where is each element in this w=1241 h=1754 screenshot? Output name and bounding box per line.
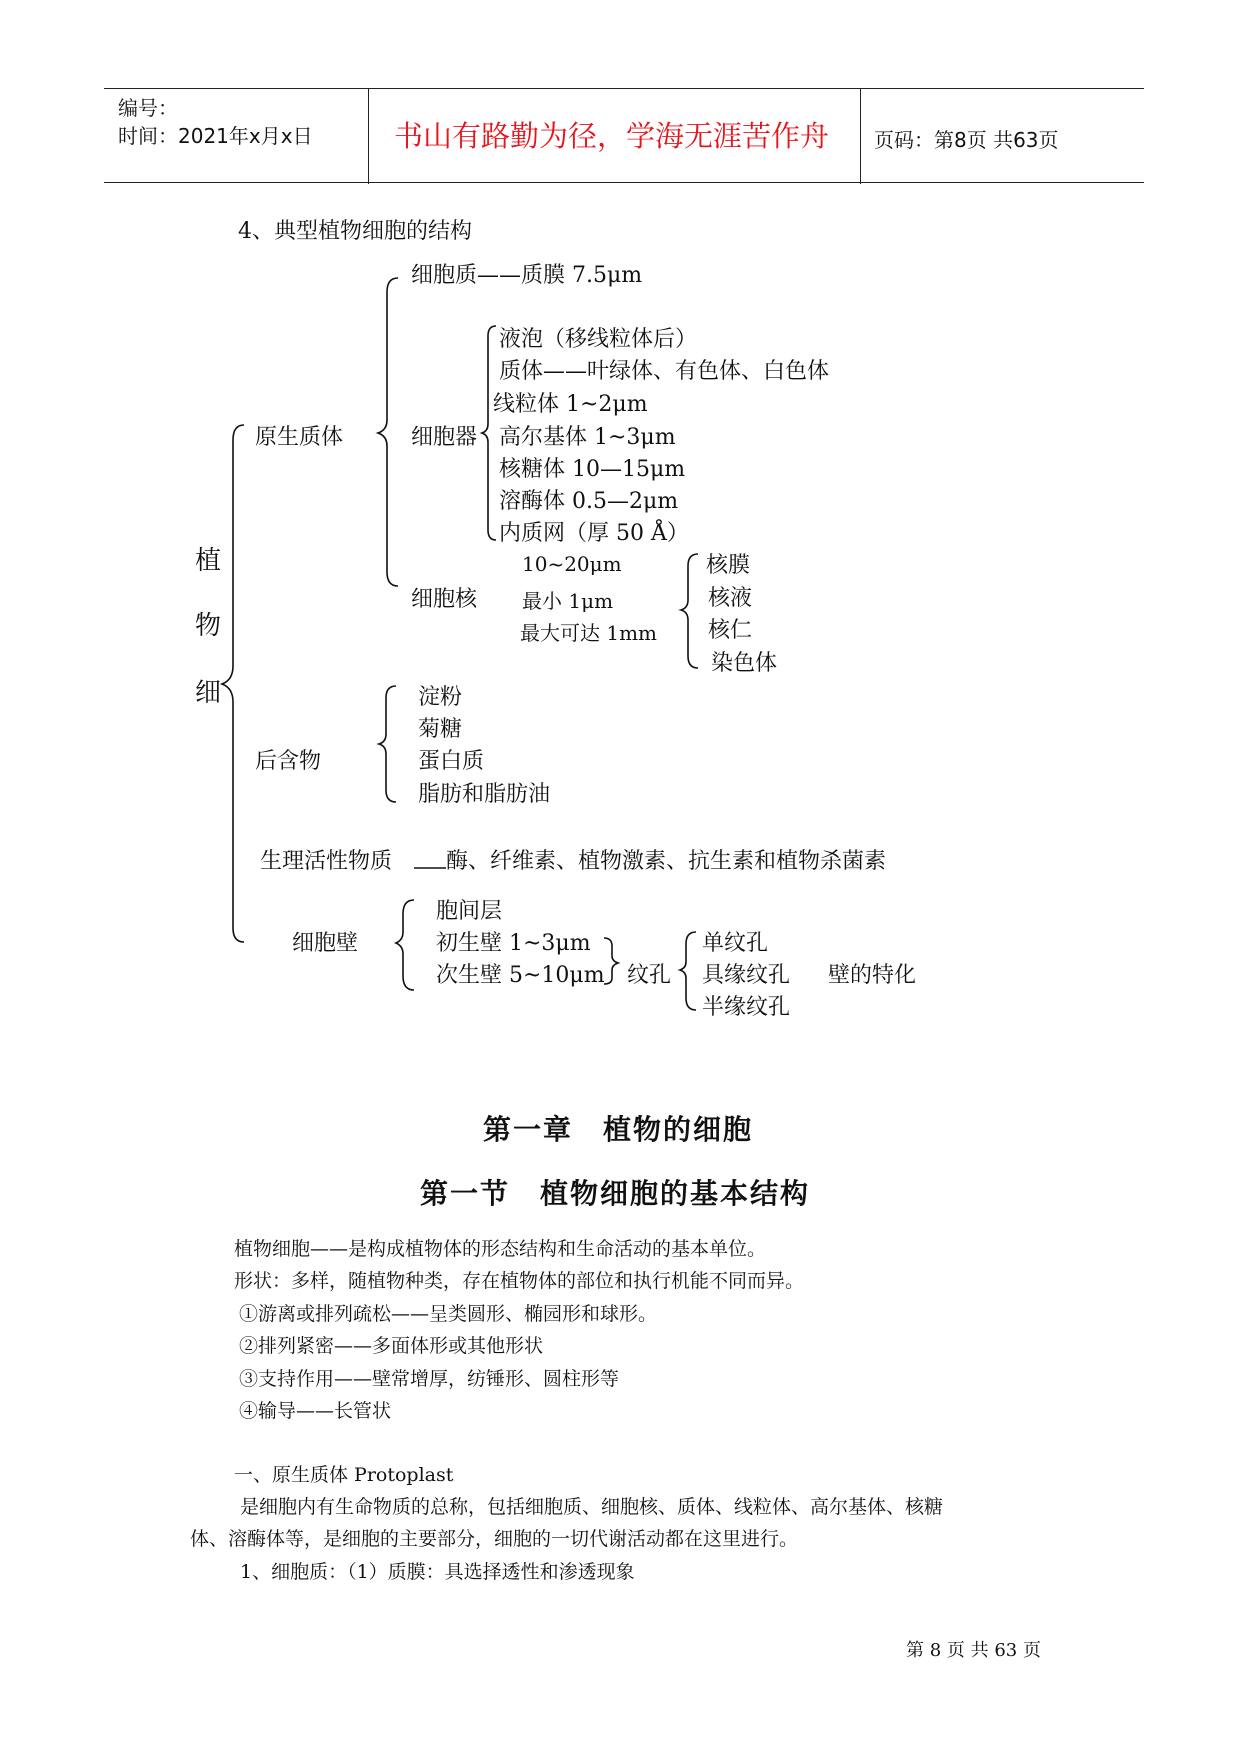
protoplast-label: 原生质体 xyxy=(255,425,344,450)
organelle-item: 溶酶体 0.5—2μm xyxy=(499,489,679,514)
nucleus-part: 染色体 xyxy=(711,651,778,676)
nucleus-part: 核液 xyxy=(708,586,753,611)
pit-type: 单纹孔 xyxy=(702,931,769,956)
shape-item: ②排列紧密——多面体形或其他形状 xyxy=(239,1335,544,1357)
header-page: 页码：第8页 共63页 xyxy=(874,128,1059,152)
organelle-item: 内质网（厚 50 Å） xyxy=(499,521,689,546)
section-title: 第一节 植物细胞的基本结构 xyxy=(420,1177,811,1210)
active-substances-items: 酶、纤维素、植物激素、抗生素和植物杀菌素 xyxy=(446,849,887,874)
wall-layer: 胞间层 xyxy=(436,899,503,924)
shape-item: ③支持作用——壁常增厚，纺锤形、圆柱形等 xyxy=(239,1368,620,1390)
nucleus-size: 最大可达 1mm xyxy=(520,621,658,645)
nucleus-label: 细胞核 xyxy=(411,587,478,612)
root-char-1: 植 xyxy=(195,546,222,576)
wall-brace xyxy=(396,900,414,990)
root-char-2: 物 xyxy=(195,611,222,641)
cell-wall-label: 细胞壁 xyxy=(292,931,359,956)
header-motto: 书山有路勤为径，学海无涯苦作舟 xyxy=(394,119,830,153)
shape-item: ①游离或排列疏松——呈类圆形、椭园形和球形。 xyxy=(239,1303,658,1325)
pit-join-brace xyxy=(604,938,618,984)
organelle-item: 线粒体 1~2μm xyxy=(493,392,648,417)
pit-type: 具缘纹孔 xyxy=(702,963,791,988)
protoplast-desc-line-1: 是细胞内有生命物质的总称，包括细胞质、细胞核、质体、线粒体、高尔基体、核糖 xyxy=(240,1496,944,1518)
pit-brace xyxy=(680,932,696,1010)
ergastic-brace xyxy=(379,686,396,802)
nucleus-part: 核仁 xyxy=(708,618,753,643)
organelle-brace xyxy=(482,326,496,540)
pit-type: 半缘纹孔 xyxy=(702,995,791,1020)
main-brace xyxy=(222,425,244,942)
header-time: 时间：2021年x月x日 xyxy=(118,124,313,148)
protoplast-brace xyxy=(378,278,398,586)
header-number: 编号： xyxy=(118,96,178,120)
pit-label: 纹孔 xyxy=(627,963,672,988)
cytoplasm-item: 细胞质——质膜 7.5μm xyxy=(411,263,643,288)
organelle-item: 核糖体 10—15μm xyxy=(499,457,686,482)
ergastic-item: 淀粉 xyxy=(418,685,463,710)
page-footer: 第 8 页 共 63 页 xyxy=(906,1640,1041,1661)
root-char-3: 细 xyxy=(195,678,222,708)
organelles-label: 细胞器 xyxy=(411,425,478,450)
nucleus-brace xyxy=(681,554,698,668)
ergastic-item: 脂肪和脂肪油 xyxy=(418,782,551,807)
organelle-item: 高尔基体 1~3μm xyxy=(499,425,676,450)
wall-layer: 初生壁 1~3μm xyxy=(436,931,591,956)
shape-item: ④输导——长管状 xyxy=(239,1400,392,1422)
ergastic-item: 菊糖 xyxy=(418,717,463,742)
protoplast-section-title: 一、原生质体 Protoplast xyxy=(234,1464,454,1486)
nucleus-size: 10~20μm xyxy=(522,552,622,576)
definition-text: 植物细胞——是构成植物体的形态结构和生命活动的基本单位。 xyxy=(234,1238,767,1260)
organelle-item: 液泡（移线粒体后） xyxy=(499,327,698,352)
protoplast-desc-line-2: 体、溶酶体等，是细胞的主要部分，细胞的一切代谢活动都在这里进行。 xyxy=(190,1528,799,1550)
shape-text: 形状：多样，随植物种类，存在植物体的部位和执行机能不同而异。 xyxy=(234,1270,805,1292)
nucleus-part: 核膜 xyxy=(706,553,751,578)
nucleus-size: 最小 1μm xyxy=(522,589,614,613)
chapter-title: 第一章 植物的细胞 xyxy=(483,1113,754,1146)
diagram-heading: 4、典型植物细胞的结构 xyxy=(238,219,472,244)
active-substances-label: 生理活性物质 xyxy=(260,849,393,874)
ergastic-item: 蛋白质 xyxy=(418,749,485,774)
organelle-item: 质体——叶绿体、有色体、白色体 xyxy=(499,359,830,384)
wall-layer: 次生壁 5~10μm xyxy=(436,963,605,988)
ergastic-label: 后含物 xyxy=(255,749,322,774)
wall-specialization: 壁的特化 xyxy=(828,963,917,988)
cytoplasm-item-text: 1、细胞质：（1）质膜：具选择透性和渗透现象 xyxy=(240,1561,635,1583)
